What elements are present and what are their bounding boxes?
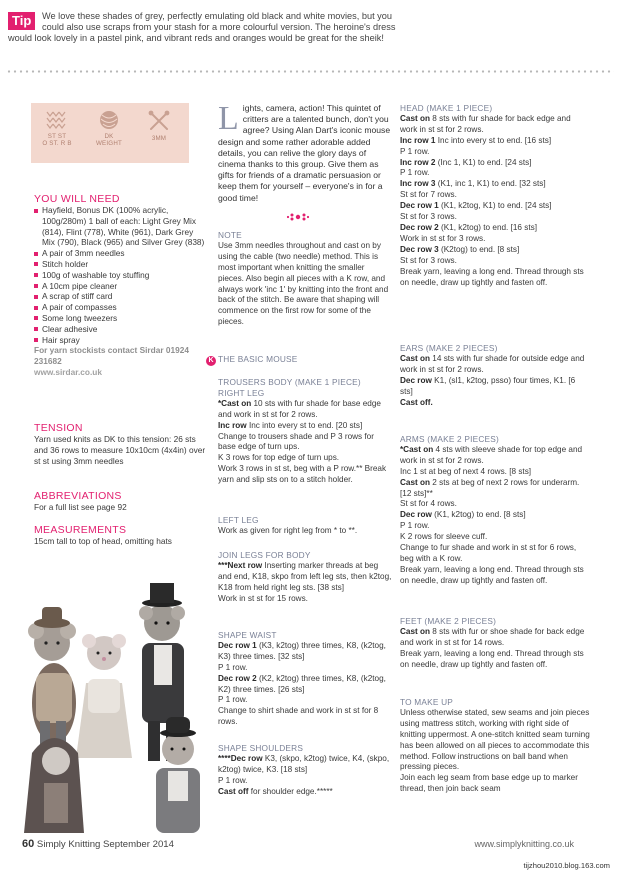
make-up-section <box>400 697 590 795</box>
trousers-step: *Cast on 10 sts with fur shade for base edge and work in st st for 2 rows. <box>218 398 381 419</box>
arms-step: St st for 4 rows. <box>400 499 457 509</box>
waist-step: Change to shirt shade and work in st st for 8 rows. <box>218 706 379 727</box>
materials-list <box>34 205 206 345</box>
note-heading: NOTE <box>218 230 242 240</box>
arms-heading: ARMS (MAKE 2 PIECES) <box>400 434 499 444</box>
measurements-section <box>34 524 194 547</box>
head-step: St st for 3 rows. <box>400 255 457 265</box>
head-section <box>400 103 590 288</box>
list-item: A pair of 3mm needles <box>34 248 206 259</box>
arms-step: Inc 1 st at beg of next 4 rows. [8 sts] <box>400 466 532 476</box>
head-heading: HEAD (MAKE 1 PIECE) <box>400 103 493 113</box>
mouse-girl-figure <box>76 634 132 758</box>
shoulders-step: P 1 row. <box>218 775 248 785</box>
ears-step: Cast on 14 sts with fur shade for outside edge and work in st st for 2 rows. <box>400 353 585 374</box>
head-step: Work in st st for 3 rows. <box>400 233 486 243</box>
head-step: Break yarn, leaving a long end. Thread through sts on needle, draw up tightly and fasten off. <box>400 266 584 287</box>
head-step: P 1 row. <box>400 168 430 178</box>
head-step: Inc row 2 (Inc 1, K1) to end. [24 sts] <box>400 157 532 167</box>
tip-line-1: We love these shades of grey, perfectly emulating old black and white movies, but you <box>42 11 392 21</box>
basic-mouse-heading: THE BASIC MOUSE <box>218 354 298 364</box>
shoulders-step: Cast off for shoulder edge.***** <box>218 786 333 796</box>
note-text: Use 3mm needles throughout and cast on by using the cable (two needle) method. This is most important when knitting the smaller pieces. Also begin all pieces with a K row, and always work 'inc 1' by knitting into the front and back of the stitch. Be aware that shaping will commence on the first row for some of the pieces. <box>218 240 389 327</box>
page-folio <box>22 838 174 850</box>
head-step: St st for 3 rows. <box>400 212 457 222</box>
head-step: Dec row 2 (K1, k2tog) to end. [16 sts] <box>400 222 537 232</box>
waist-step: P 1 row. <box>218 695 248 705</box>
head-step: Dec row 1 (K1, k2tog, K1) to end. [24 sts] <box>400 201 552 211</box>
list-item: Hair spray <box>34 335 206 346</box>
arms-step: Cast on 2 sts at beg of next 2 rows for underarm. [12 sts]** <box>400 477 580 498</box>
knit-badge-icon: K <box>206 356 216 366</box>
weight-info <box>87 109 131 147</box>
yarn-ball-icon <box>97 109 121 131</box>
shape-shoulders-section <box>218 743 392 798</box>
make-up-step: Unless otherwise stated, sew seams and join pieces using mattress stitch, working with right side of knitting uppermost. A one-stitch knitted seam turning has been allowed on all pieces to accommodate this method. Follow instructions on ball band when pressing pieces. <box>400 707 590 772</box>
list-item: Stitch holder <box>34 259 206 270</box>
ornament-icon <box>286 211 310 223</box>
tension-heading: TENSION <box>34 422 83 434</box>
left-leg-heading: LEFT LEG <box>218 515 259 525</box>
you-will-need-section <box>34 193 206 378</box>
stockists-note: For yarn stockists contact Sirdar 01924 231682 <box>34 345 189 367</box>
dotted-divider <box>6 70 614 73</box>
waist-step: Dec row 1 (K3, k2tog) three times, K8, (k2tog, K3) three times. [32 sts] <box>218 640 386 661</box>
join-legs-section <box>218 550 392 605</box>
list-item: A scrap of stiff card <box>34 291 206 302</box>
abbreviations-section <box>34 490 206 513</box>
blog-watermark: tijzhou2010.blog.163.com <box>523 861 610 870</box>
knit-swatch-icon <box>44 109 70 131</box>
left-leg-text: Work as given for right leg from * to **. <box>218 525 358 535</box>
arms-step: P 1 row. <box>400 521 430 531</box>
tension-info <box>35 109 79 147</box>
measurements-heading: MEASUREMENTS <box>34 524 127 536</box>
list-item: A 10cm pipe cleaner <box>34 281 206 292</box>
tip-badge: Tip <box>8 12 35 30</box>
trousers-step: Change to trousers shade and P 3 rows for base edge of turn ups. <box>218 431 374 452</box>
ears-step: Dec row K1, (sl1, k2tog, psso) four times, K1. [6 sts] <box>400 375 576 396</box>
make-up-step: Join each leg seam from base edge up to marker thread, then join back seam <box>400 773 578 794</box>
list-item: Clear adhesive <box>34 324 206 335</box>
tension-label: ST ST O ST. R B <box>42 133 72 147</box>
mouse-left-figure <box>28 607 76 749</box>
arms-step: Dec row (K1, k2tog) to end. [8 sts] <box>400 510 526 520</box>
ears-section <box>400 343 590 408</box>
waist-step: P 1 row. <box>218 662 248 672</box>
trousers-step: Work 3 rows in st st, beg with a P row.** Break yarn and slip sts on to a stitch holder. <box>218 464 387 485</box>
intro-paragraph <box>218 100 392 204</box>
arms-step: Change to fur shade and work in st st for 6 rows, beg with a K row. <box>400 543 577 563</box>
left-leg-section <box>218 515 392 537</box>
list-item: 100g of washable toy stuffing <box>34 270 206 281</box>
website-link[interactable]: www.simplyknitting.co.uk <box>474 839 574 849</box>
head-step: Cast on 8 sts with fur shade for back edge and work in st st for 2 rows. <box>400 113 571 134</box>
trousers-section <box>218 377 392 486</box>
join-legs-step: ***Next row Inserting marker threads at beg and end, K18, skpo from left leg sts, then k2tog, K18 from held right leg sts. [38 sts] <box>218 560 392 592</box>
page-number: 60 <box>22 838 35 850</box>
trousers-step: K 3 rows for top edge of turn ups. <box>218 453 340 463</box>
shape-shoulders-heading: SHAPE SHOULDERS <box>218 743 304 753</box>
needle-info <box>137 109 181 142</box>
head-step: St st for 7 rows. <box>400 190 457 200</box>
needle-label: 3MM <box>151 135 167 142</box>
tip-line-2: could also use scraps from your stash for a more colourful version. The heroine's dress <box>42 22 396 32</box>
feet-section <box>400 616 590 671</box>
list-item: Some long tweezers <box>34 313 206 324</box>
make-up-heading: TO MAKE UP <box>400 697 454 707</box>
shape-waist-heading: SHAPE WAIST <box>218 630 277 640</box>
join-legs-step: Work in st st for 15 rows. <box>218 593 308 603</box>
mouse-sheik-figure <box>24 738 84 833</box>
needles-icon <box>147 109 171 133</box>
trousers-step: Inc row Inc into every st to end. [20 sts] <box>218 420 363 430</box>
intro-dropcap: L <box>218 100 239 137</box>
shoulders-step: ****Dec row K3, (skpo, k2tog) twice, K4, (skpo, k2tog) twice, K3. [18 sts] <box>218 753 390 774</box>
feet-step: Cast on 8 sts with fur or shoe shade for back edge and work in st st for 14 rows. <box>400 626 585 647</box>
measurements-text: 15cm tall to top of head, omitting hats <box>34 536 172 546</box>
ears-heading: EARS (MAKE 2 PIECES) <box>400 343 498 353</box>
join-legs-heading: JOIN LEGS FOR BODY <box>218 550 311 560</box>
tip-box <box>8 8 612 58</box>
basic-mouse-heading-row <box>206 354 380 366</box>
arms-section <box>400 434 590 587</box>
waist-step: Dec row 2 (K2, k2tog) three times, K8, (k2tog, K2) three times. [26 sts] <box>218 673 386 694</box>
sirdar-link[interactable]: www.sirdar.co.uk <box>34 366 102 377</box>
abbreviations-text: For a full list see page 92 <box>34 502 127 512</box>
intro-text: ights, camera, action! This quintet of critters are a talented bunch, don't you agree? Using Alan Dart's iconic mouse design and some rather adorable added details, you can relive the glory days of cinema thanks to this group. Give them as gifts for friends of a dramatic persuasion or keep them for yourself – everyone's in for a good time! <box>218 103 391 203</box>
right-leg-heading: RIGHT LEG <box>218 387 265 398</box>
weight-label: DK WEIGHT <box>96 133 122 147</box>
you-will-need-heading: YOU WILL NEED <box>34 193 120 205</box>
feet-heading: FEET (MAKE 2 PIECES) <box>400 616 497 626</box>
tension-section <box>34 422 206 466</box>
magazine-issue: Simply Knitting September 2014 <box>36 839 174 850</box>
abbreviations-heading: ABBREVIATIONS <box>34 490 122 502</box>
info-box <box>31 103 189 163</box>
feet-step: Break yarn, leaving a long end. Thread through sts on needle, draw up tightly and fasten off. <box>400 648 584 669</box>
shape-waist-section <box>218 630 392 728</box>
mouse-bowler-figure <box>156 717 200 833</box>
note-section <box>218 230 392 328</box>
arms-step: Break yarn, leaving a long end. Thread through sts on needle, draw up tightly and fasten off. <box>400 564 584 585</box>
knitted-mice-photo <box>14 583 214 833</box>
head-step: P 1 row. <box>400 146 430 156</box>
trousers-heading: TROUSERS BODY (MAKE 1 PIECE) <box>218 377 361 387</box>
head-step: Dec row 3 (K2tog) to end. [8 sts] <box>400 244 520 254</box>
arms-step: K 2 rows for sleeve cuff. <box>400 532 488 542</box>
tension-text: Yarn used knits as DK to this tension: 26 sts and 36 rows to measure 10x10cm (4x4in) over st st using 3mm needles <box>34 434 206 466</box>
head-step: Inc row 3 (K1, inc 1, K1) to end. [32 sts] <box>400 179 546 189</box>
list-item: A pair of compasses <box>34 302 206 313</box>
tip-line-3: would look lovely in a pastel pink, and vibrant reds and oranges would be great for the sheik! <box>8 33 384 43</box>
list-item: Hayfield, Bonus DK (100% acrylic, 100g/280m) 1 ball of each: Light Grey Mix (814), Flint (778), White (961), Dark Grey Mix (790), Black (965) and Silver Grey (838) <box>34 205 206 248</box>
head-step: Inc row 1 Inc into every st to end. [16 sts] <box>400 135 552 145</box>
ears-step: Cast off. <box>400 397 433 407</box>
arms-step: *Cast on 4 sts with sleeve shade for top edge and work in st st for 2 rows. <box>400 444 583 465</box>
